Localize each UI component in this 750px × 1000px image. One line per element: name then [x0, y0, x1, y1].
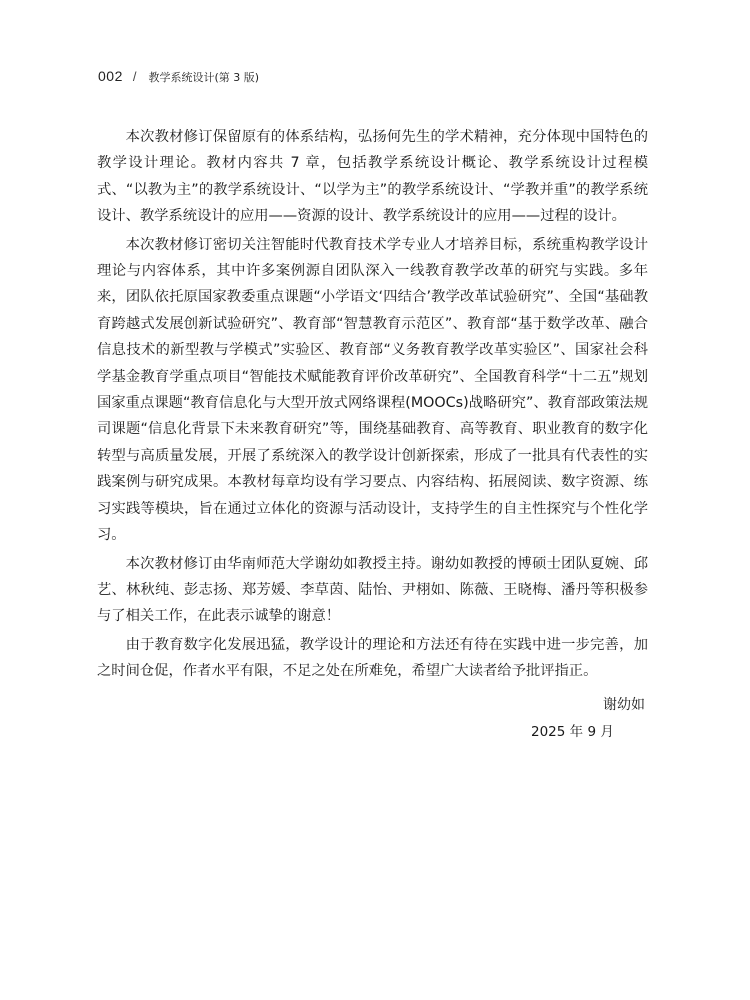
running-header: [98, 68, 259, 86]
paragraph-structure: 本次教材修订保留原有的体系结构，弘扬何先生的学术精神，充分体现中国特色的教学设计理论。教材内容共 7 章，包括教学系统设计概论、教学系统设计过程模式、“以教为主”的教学系统设计、“以学为主”的教学系统设计、“学教并重”的教学系统设计、教学系统设计的应用——资源的设计、教学系统设计的应用——过程的设计。: [97, 129, 648, 225]
paragraph-closing: 由于教育数字化发展迅猛，教学设计的理论和方法还有待在实践中进一步完善，加之时间仓促，作者水平有限，不足之处在所难免，希望广大读者给予批评指正。: [97, 636, 648, 680]
book-title: 教学系统设计(第 3 版): [148, 71, 260, 84]
paragraph-acknowledgement: 本次教材修订由华南师范大学谢幼如教授主持。谢幼如教授的博硕士团队夏婉、邱艺、林秋纯、彭志扬、郑芳媛、李草茵、陆怡、尹栩如、陈薇、王晓梅、潘丹等积极参与了相关工作，在此表示诚挚的谢意！: [97, 555, 648, 625]
page-number: 002: [98, 68, 123, 84]
paragraph-research: 本次教材修订密切关注智能时代教育技术学专业人才培养目标，系统重构教学设计理论与内容体系，其中许多案例源自团队深入一线教育教学改革的研究与实践。多年来，团队依托原国家教委重点课题“小学语文‘四结合’教学改革试验研究”、全国“基础教育跨越式发展创新试验研究”、教育部“智慧教育示范区”、教育部“基于数学改革、融合信息技术的新型教与学模式”实验区、教育部“义务教育教学改革实验区”、国家社会科学基金教育学重点项目“智能技术赋能教育评价改革研究”、全国教育科学“十二五”规划国家重点课题“教育信息化与大型开放式网络课程(MOOCs)战略研究”、教育部政策法规司课题“信息化背景下未来教育研究”等，围绕基础教育、高等教育、职业教育的数字化转型与高质量发展，开展了系统深入的教学设计创新探索，形成了一批具有代表性的实践案例与研究成果。本教材每章均设有学习要点、内容结构、拓展阅读、数字资源、练习实践等模块，旨在通过立体化的资源与活动设计，支持学生的自主性探究与个性化学习。: [97, 236, 648, 544]
author-signature: 谢幼如: [603, 697, 645, 713]
header-separator: /: [132, 69, 137, 84]
preface-date: 2025 年 9 月: [531, 724, 614, 740]
preface-body: [97, 124, 648, 687]
